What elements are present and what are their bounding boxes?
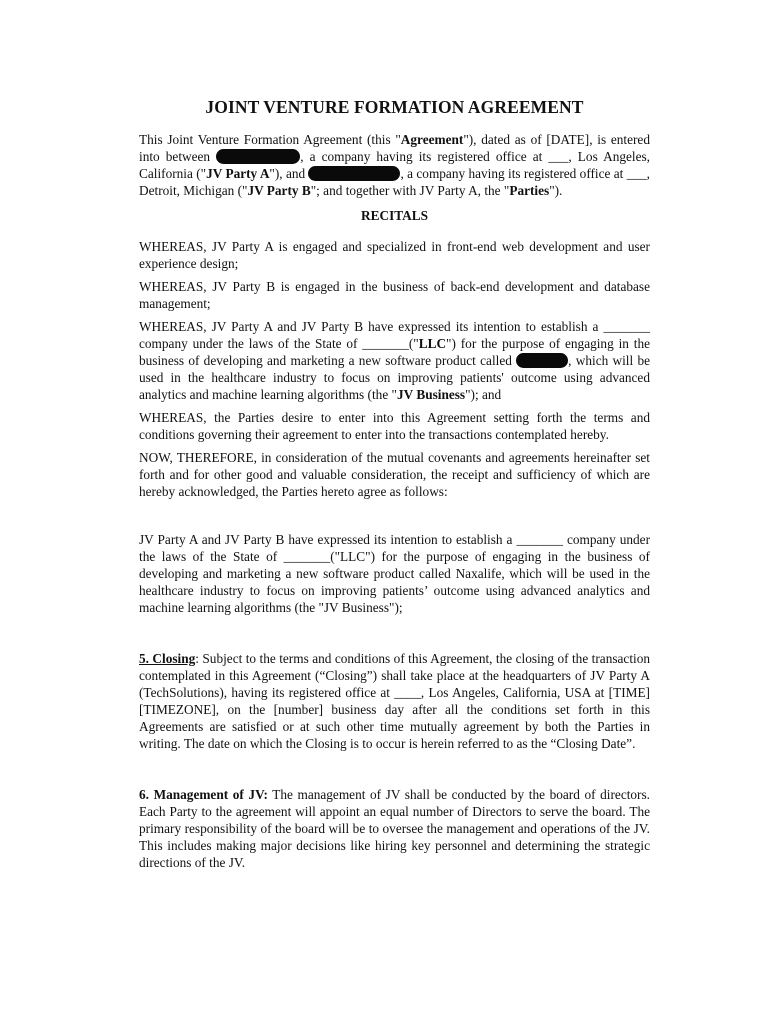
jv-blank-1: _______ — [516, 532, 563, 547]
recital-3-text-5: , which will be used in the healthcare industry to focus on improving patients' outcome using advanced analytics and machine learning algorithms (the " — [139, 353, 650, 402]
party-b-term: JV Party B — [247, 183, 311, 198]
jv-text-3: ("LLC") for the purpose of engaging in the business of developing and marketing a new software product called Naxalife, which will be used in the healthcare industry to focus on improving patients’ outcome using advanced analytics and machine learning algorithms (the "JV Business"); — [139, 549, 650, 615]
llc-term: LLC — [418, 336, 447, 351]
recital-4: WHEREAS, the Parties desire to enter into this Agreement setting forth the terms and conditions governing their agreement to enter into the transactions contemplated hereby. — [139, 410, 650, 442]
redaction-party-a-name — [216, 149, 300, 164]
recital-1: WHEREAS, JV Party A is engaged and specialized in front-end web development and user experience design; — [139, 239, 650, 271]
jv-text-1: JV Party A and JV Party B have expressed its intention to establish a — [139, 532, 517, 547]
document-page — [139, 96, 650, 871]
jv-blank-2: _______ — [283, 549, 331, 564]
agreement-term: Agreement — [400, 132, 464, 147]
intro-text-4: "), and — [269, 166, 309, 181]
recital-3-text-1: WHEREAS, JV Party A and JV Party B have expressed its intention to establish a — [139, 319, 604, 334]
parties-term: Parties — [509, 183, 550, 198]
recital-3-text-2: company under the laws of the State of — [139, 336, 363, 351]
redaction-product-name — [516, 353, 568, 368]
intro-text-1: This Joint Venture Formation Agreement (this " — [139, 132, 401, 147]
recital-3 — [139, 318, 650, 403]
intro-text-6: "; and together with JV Party A, the " — [310, 183, 510, 198]
closing-text: : Subject to the terms and conditions of this Agreement, the closing of the transaction contemplated in this Agreement (“Closing”) shall take place at the headquarters of JV Party A (TechSolutions), having its registered office at ____, Los Angeles, California, USA at [TIME] [TIMEZONE], on the [number] business day after all the conditions set forth in this Agreements are satisfied or at such other time mutually agreement by both the Parties in writing. The date on which the Closing is to occur is herein referred to as the “Closing Date”. — [139, 651, 651, 751]
recitals-heading: RECITALS — [361, 208, 428, 223]
recital-3-blank-2: _______ — [362, 336, 409, 351]
recital-3-text-3: (" — [408, 336, 419, 351]
management-section — [139, 786, 650, 871]
intro-text-3: , a company having its registered office at ___, Los Angeles, California (" — [139, 149, 651, 181]
redaction-party-b-name — [308, 166, 400, 181]
jv-intention-paragraph — [139, 531, 650, 616]
recital-3-text-4: ") for the purpose of engaging in the business of developing and marketing a new software product called — [139, 336, 650, 368]
intro-text-2: "), dated as of [DATE], is entered into between — [139, 132, 650, 164]
party-a-term: JV Party A — [206, 166, 270, 181]
closing-section — [139, 650, 650, 752]
jv-business-term: JV Business — [396, 387, 466, 402]
recital-3-blank-1: _______ — [603, 319, 650, 334]
jv-text-2: company under the laws of the State of — [139, 532, 650, 564]
intro-text-5: , a company having its registered office at ___, Detroit, Michigan (" — [139, 166, 650, 198]
intro-text-7: "). — [549, 183, 563, 198]
recital-3-text-6: "); and — [465, 387, 502, 402]
document-title: JOINT VENTURE FORMATION AGREEMENT — [205, 97, 584, 117]
now-therefore-paragraph: NOW, THEREFORE, in consideration of the mutual covenants and agreements hereinafter set forth and for other good and valuable consideration, the receipt and sufficiency of which are hereby acknowledged, the Parties hereto agree as follows: — [139, 450, 650, 499]
recital-2: WHEREAS, JV Party B is engaged in the business of back-end development and database management; — [139, 279, 650, 311]
closing-heading: 5. Closing — [139, 651, 196, 666]
management-text: The management of JV shall be conducted by the board of directors. Each Party to the agreement will appoint an equal number of Directors to serve the board. The primary responsibility of the board will be to oversee the management and operations of the JV. This includes making major decisions like hiring key personnel and determining the strategic directions of the JV. — [139, 787, 650, 870]
management-heading: 6. Management of JV: — [139, 787, 268, 802]
intro-paragraph — [139, 131, 650, 199]
